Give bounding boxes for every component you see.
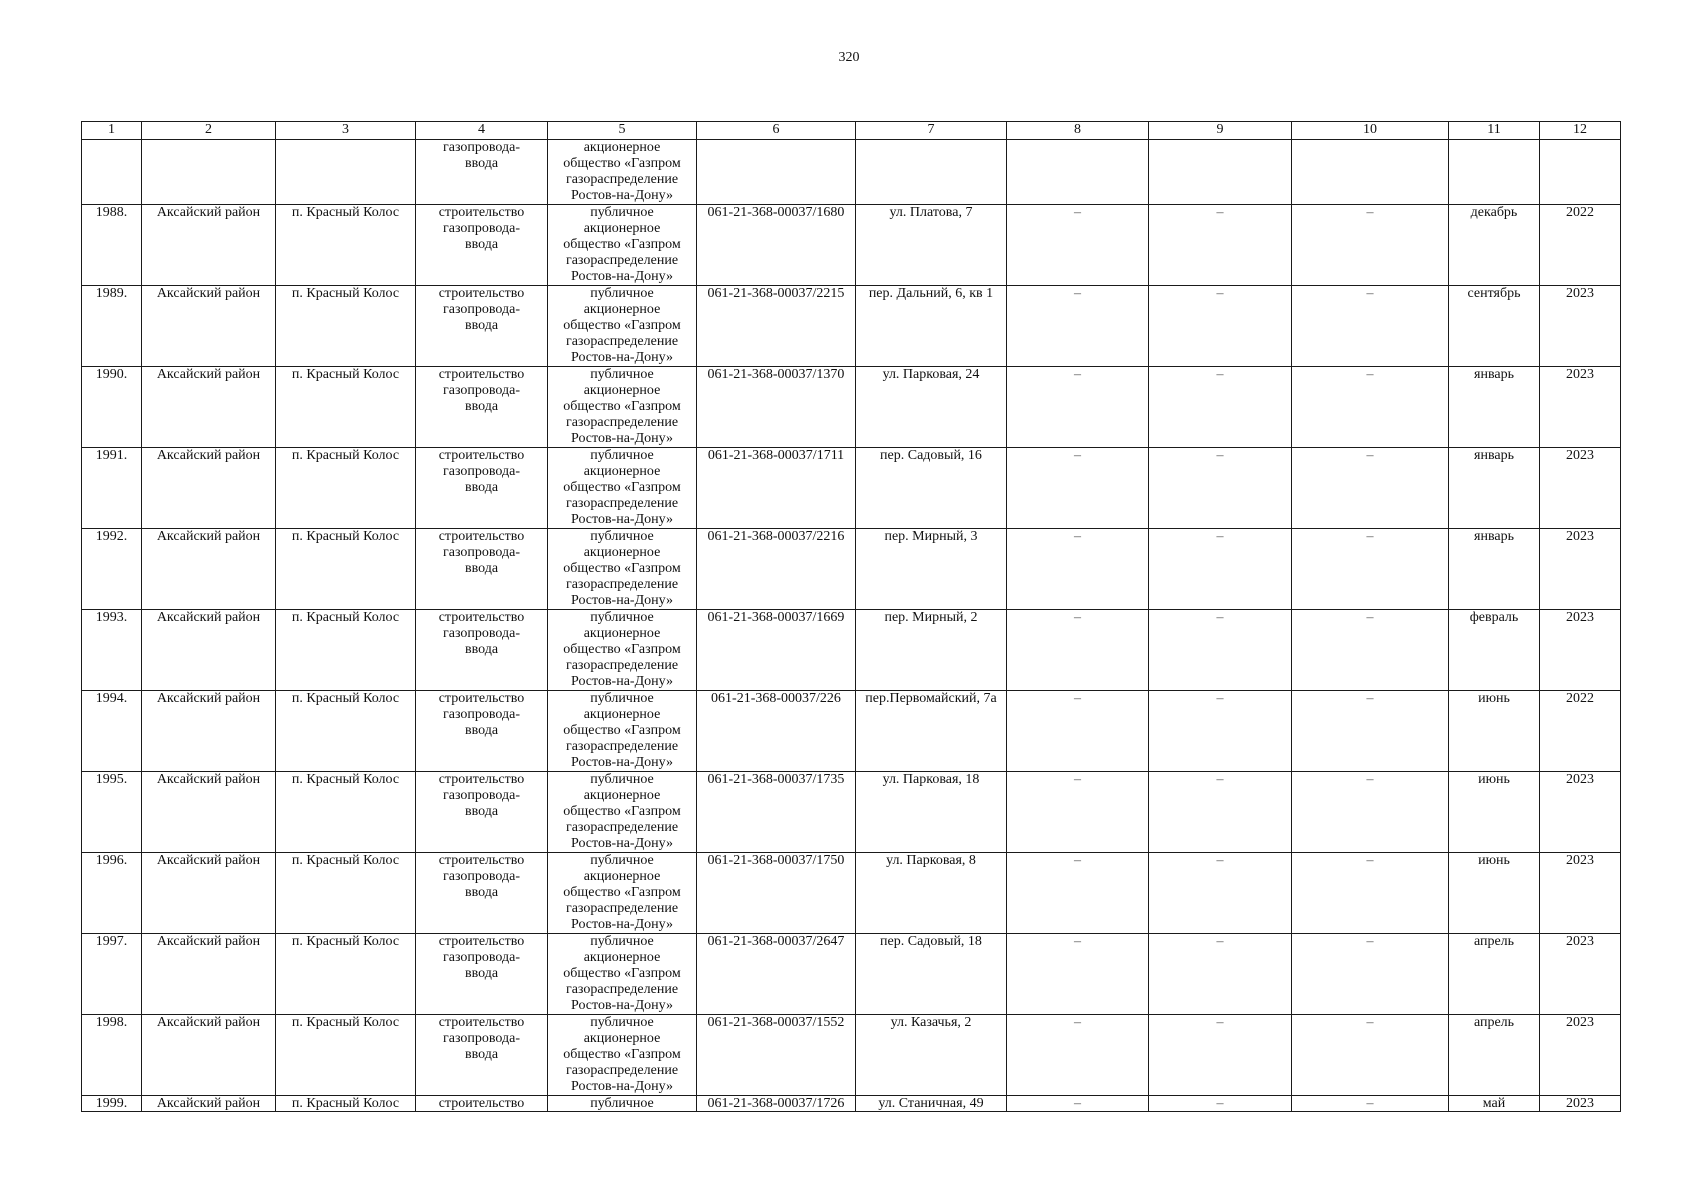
- work-line: ввода: [464, 642, 499, 657]
- organization-line: публичное: [590, 529, 654, 544]
- cell-address: пер.Первомайский, 7а: [856, 691, 1007, 772]
- work-line: ввода: [464, 966, 499, 981]
- cell-address: [856, 140, 1007, 205]
- cell-col8: –: [1007, 529, 1149, 610]
- table-row: [82, 529, 1621, 610]
- cell-col8: –: [1007, 448, 1149, 529]
- cell-col8: –: [1007, 205, 1149, 286]
- cell-num: 1999.: [82, 1096, 142, 1112]
- cell-locality: п. Красный Колос: [276, 529, 416, 610]
- table-header: [82, 122, 1621, 140]
- organization-line: публичное: [590, 1015, 654, 1030]
- cell-col8: –: [1007, 1096, 1149, 1112]
- cell-code: 061-21-368-00037/226: [697, 691, 856, 772]
- cell-year: 2023: [1540, 610, 1621, 691]
- table-row: [82, 610, 1621, 691]
- cell-col10: –: [1292, 448, 1449, 529]
- cell-locality: п. Красный Колос: [276, 691, 416, 772]
- organization-line: публичное: [590, 286, 654, 301]
- table-row: [82, 853, 1621, 934]
- cell-address: пер. Мирный, 2: [856, 610, 1007, 691]
- cell-col10: –: [1292, 1015, 1449, 1096]
- cell-organization: [548, 140, 697, 205]
- organization-line: газораспределение: [565, 253, 679, 268]
- work-line: газопровода-: [442, 626, 520, 641]
- column-header: 3: [276, 122, 416, 140]
- cell-col8: [1007, 140, 1149, 205]
- work-line: строительство: [438, 448, 525, 463]
- cell-organization: [548, 367, 697, 448]
- cell-work: строительство: [416, 1096, 548, 1112]
- registry-table: [81, 121, 1621, 1112]
- cell-col8: –: [1007, 367, 1149, 448]
- cell-month: июнь: [1449, 691, 1540, 772]
- cell-district: Аксайский район: [142, 610, 276, 691]
- organization-line: акционерное: [583, 707, 661, 722]
- cell-col10: –: [1292, 1096, 1449, 1112]
- cell-district: [142, 140, 276, 205]
- cell-col9: –: [1149, 205, 1292, 286]
- cell-num: 1995.: [82, 772, 142, 853]
- organization-line: Ростов-на-Дону»: [571, 350, 673, 365]
- cell-year: 2022: [1540, 691, 1621, 772]
- cell-work: [416, 853, 548, 934]
- organization-line: Ростов-на-Дону»: [571, 998, 673, 1013]
- cell-col9: –: [1149, 691, 1292, 772]
- cell-work: [416, 934, 548, 1015]
- organization-line: газораспределение: [565, 415, 679, 430]
- work-line: газопровода-: [442, 221, 520, 236]
- cell-col8: –: [1007, 1015, 1149, 1096]
- cell-num: 1991.: [82, 448, 142, 529]
- cell-address: пер. Мирный, 3: [856, 529, 1007, 610]
- organization-line: публичное: [590, 853, 654, 868]
- work-line: строительство: [438, 1015, 525, 1030]
- cell-col9: –: [1149, 286, 1292, 367]
- cell-col9: –: [1149, 367, 1292, 448]
- cell-code: 061-21-368-00037/2216: [697, 529, 856, 610]
- work-line: строительство: [438, 529, 525, 544]
- work-line: строительство: [438, 286, 525, 301]
- cell-year: 2023: [1540, 448, 1621, 529]
- cell-address: пер. Дальний, 6, кв 1: [856, 286, 1007, 367]
- cell-code: 061-21-368-00037/1711: [697, 448, 856, 529]
- organization-line: общество «Газпром: [563, 237, 681, 252]
- cell-address: ул. Парковая, 18: [856, 772, 1007, 853]
- organization-line: газораспределение: [565, 901, 679, 916]
- cell-col9: –: [1149, 1096, 1292, 1112]
- cell-district: Аксайский район: [142, 286, 276, 367]
- cell-work: [416, 367, 548, 448]
- work-line: строительство: [438, 691, 525, 706]
- cell-locality: п. Красный Колос: [276, 367, 416, 448]
- organization-line: общество «Газпром: [563, 804, 681, 819]
- organization-line: публичное: [590, 610, 654, 625]
- organization-line: акционерное: [583, 869, 661, 884]
- column-header: 11: [1449, 122, 1540, 140]
- cell-organization: [548, 1015, 697, 1096]
- organization-line: общество «Газпром: [563, 156, 681, 171]
- cell-code: 061-21-368-00037/1669: [697, 610, 856, 691]
- organization-line: акционерное: [583, 221, 661, 236]
- cell-year: 2023: [1540, 286, 1621, 367]
- cell-month: январь: [1449, 367, 1540, 448]
- cell-address: ул. Казачья, 2: [856, 1015, 1007, 1096]
- work-line: газопровода-: [442, 950, 520, 965]
- table-row-last: [82, 1096, 1621, 1112]
- cell-col10: –: [1292, 772, 1449, 853]
- cell-num: 1996.: [82, 853, 142, 934]
- cell-col9: –: [1149, 934, 1292, 1015]
- work-line: ввода: [464, 561, 499, 576]
- organization-line: Ростов-на-Дону»: [571, 431, 673, 446]
- organization-line: Ростов-на-Дону»: [571, 1079, 673, 1094]
- cell-address: пер. Садовый, 18: [856, 934, 1007, 1015]
- cell-organization: [548, 448, 697, 529]
- organization-line: общество «Газпром: [563, 399, 681, 414]
- organization-line: акционерное: [583, 1031, 661, 1046]
- cell-district: Аксайский район: [142, 691, 276, 772]
- work-line: газопровода-: [442, 869, 520, 884]
- cell-code: 061-21-368-00037/1750: [697, 853, 856, 934]
- work-line: строительство: [438, 934, 525, 949]
- organization-line: общество «Газпром: [563, 561, 681, 576]
- work-line: ввода: [464, 804, 499, 819]
- cell-month: май: [1449, 1096, 1540, 1112]
- cell-locality: п. Красный Колос: [276, 1096, 416, 1112]
- table-row: [82, 1015, 1621, 1096]
- cell-address: ул. Парковая, 24: [856, 367, 1007, 448]
- organization-line: Ростов-на-Дону»: [571, 674, 673, 689]
- cell-district: Аксайский район: [142, 529, 276, 610]
- cell-code: 061-21-368-00037/1735: [697, 772, 856, 853]
- organization-line: общество «Газпром: [563, 966, 681, 981]
- cell-work: [416, 691, 548, 772]
- cell-col9: [1149, 140, 1292, 205]
- column-header: 6: [697, 122, 856, 140]
- work-line: газопровода-: [442, 464, 520, 479]
- cell-num: 1992.: [82, 529, 142, 610]
- work-line: строительство: [438, 610, 525, 625]
- cell-district: Аксайский район: [142, 934, 276, 1015]
- cell-work: [416, 1015, 548, 1096]
- work-line: газопровода-: [442, 707, 520, 722]
- cell-month: апрель: [1449, 934, 1540, 1015]
- work-line: ввода: [464, 1047, 499, 1062]
- cell-code: 061-21-368-00037/2215: [697, 286, 856, 367]
- column-header: 2: [142, 122, 276, 140]
- cell-col10: –: [1292, 853, 1449, 934]
- organization-line: акционерное: [583, 383, 661, 398]
- cell-col8: –: [1007, 286, 1149, 367]
- cell-locality: [276, 140, 416, 205]
- organization-line: публичное: [590, 367, 654, 382]
- cell-address: пер. Садовый, 16: [856, 448, 1007, 529]
- cell-work: [416, 529, 548, 610]
- organization-line: публичное: [590, 448, 654, 463]
- table-row: [82, 286, 1621, 367]
- cell-col9: –: [1149, 1015, 1292, 1096]
- organization-line: акционерное: [583, 545, 661, 560]
- work-line: строительство: [438, 853, 525, 868]
- cell-month: [1449, 140, 1540, 205]
- cell-code: 061-21-368-00037/1680: [697, 205, 856, 286]
- cell-district: Аксайский район: [142, 772, 276, 853]
- cell-year: 2023: [1540, 367, 1621, 448]
- cell-work: [416, 286, 548, 367]
- organization-line: Ростов-на-Дону»: [571, 512, 673, 527]
- cell-col9: –: [1149, 448, 1292, 529]
- cell-code: 061-21-368-00037/1726: [697, 1096, 856, 1112]
- cell-year: 2023: [1540, 1015, 1621, 1096]
- organization-line: общество «Газпром: [563, 885, 681, 900]
- table-row: [82, 205, 1621, 286]
- organization-line: акционерное: [583, 302, 661, 317]
- cell-organization: [548, 286, 697, 367]
- cell-locality: п. Красный Колос: [276, 934, 416, 1015]
- cell-col10: –: [1292, 934, 1449, 1015]
- organization-line: акционерное: [583, 626, 661, 641]
- cell-col9: –: [1149, 529, 1292, 610]
- cell-month: июнь: [1449, 853, 1540, 934]
- column-header: 1: [82, 122, 142, 140]
- cell-year: 2023: [1540, 934, 1621, 1015]
- cell-organization: [548, 529, 697, 610]
- continuation-row: [82, 140, 1621, 205]
- work-line: газопровода-: [442, 788, 520, 803]
- organization-line: газораспределение: [565, 334, 679, 349]
- cell-work: [416, 448, 548, 529]
- cell-year: 2022: [1540, 205, 1621, 286]
- organization-line: акционерное: [583, 464, 661, 479]
- cell-col10: –: [1292, 205, 1449, 286]
- table-body-last: [82, 1096, 1621, 1112]
- table-row: [82, 448, 1621, 529]
- cell-work: [416, 140, 548, 205]
- cell-district: Аксайский район: [142, 205, 276, 286]
- work-line: газопровода-: [442, 383, 520, 398]
- cell-month: апрель: [1449, 1015, 1540, 1096]
- organization-line: Ростов-на-Дону»: [571, 755, 673, 770]
- cell-organization: [548, 934, 697, 1015]
- cell-year: 2023: [1540, 772, 1621, 853]
- organization-line: газораспределение: [565, 496, 679, 511]
- cell-col8: –: [1007, 772, 1149, 853]
- work-line: строительство: [438, 205, 525, 220]
- cell-month: январь: [1449, 448, 1540, 529]
- cell-col8: –: [1007, 934, 1149, 1015]
- organization-line: публичное: [590, 691, 654, 706]
- organization-line: газораспределение: [565, 1063, 679, 1078]
- organization-line: газораспределение: [565, 820, 679, 835]
- table-row: [82, 367, 1621, 448]
- cell-num: 1998.: [82, 1015, 142, 1096]
- work-line: ввода: [464, 480, 499, 495]
- organization-line: акционерное: [583, 788, 661, 803]
- cell-locality: п. Красный Колос: [276, 853, 416, 934]
- cell-num: [82, 140, 142, 205]
- cell-code: 061-21-368-00037/2647: [697, 934, 856, 1015]
- cell-locality: п. Красный Колос: [276, 1015, 416, 1096]
- cell-col9: –: [1149, 853, 1292, 934]
- work-line: ввода: [464, 156, 499, 171]
- organization-line: Ростов-на-Дону»: [571, 188, 673, 203]
- cell-year: 2023: [1540, 529, 1621, 610]
- cell-col10: –: [1292, 367, 1449, 448]
- cell-locality: п. Красный Колос: [276, 610, 416, 691]
- column-header: 4: [416, 122, 548, 140]
- cell-col10: –: [1292, 286, 1449, 367]
- work-line: ввода: [464, 399, 499, 414]
- cell-organization: [548, 691, 697, 772]
- table-row: [82, 691, 1621, 772]
- cell-col9: –: [1149, 610, 1292, 691]
- organization-line: акционерное: [583, 950, 661, 965]
- cell-num: 1993.: [82, 610, 142, 691]
- work-line: ввода: [464, 885, 499, 900]
- cell-num: 1990.: [82, 367, 142, 448]
- work-line: газопровода-: [442, 545, 520, 560]
- cell-district: Аксайский район: [142, 1015, 276, 1096]
- work-line: строительство: [438, 367, 525, 382]
- column-header: 9: [1149, 122, 1292, 140]
- work-line: газопровода-: [442, 1031, 520, 1046]
- organization-line: газораспределение: [565, 172, 679, 187]
- cell-month: февраль: [1449, 610, 1540, 691]
- cell-col10: [1292, 140, 1449, 205]
- cell-locality: п. Красный Колос: [276, 448, 416, 529]
- cell-work: [416, 205, 548, 286]
- work-line: ввода: [464, 723, 499, 738]
- table-row: [82, 934, 1621, 1015]
- cell-num: 1997.: [82, 934, 142, 1015]
- cell-work: [416, 610, 548, 691]
- organization-line: публичное: [590, 772, 654, 787]
- organization-line: общество «Газпром: [563, 318, 681, 333]
- organization-line: общество «Газпром: [563, 480, 681, 495]
- organization-line: публичное: [590, 205, 654, 220]
- organization-line: Ростов-на-Дону»: [571, 269, 673, 284]
- cell-code: 061-21-368-00037/1552: [697, 1015, 856, 1096]
- cell-year: 2023: [1540, 853, 1621, 934]
- organization-line: Ростов-на-Дону»: [571, 593, 673, 608]
- organization-line: газораспределение: [565, 577, 679, 592]
- cell-col10: –: [1292, 610, 1449, 691]
- cell-col10: –: [1292, 529, 1449, 610]
- cell-district: Аксайский район: [142, 448, 276, 529]
- column-header: 8: [1007, 122, 1149, 140]
- table-row: [82, 772, 1621, 853]
- cell-locality: п. Красный Колос: [276, 205, 416, 286]
- column-header: 12: [1540, 122, 1621, 140]
- column-header: 10: [1292, 122, 1449, 140]
- cell-col10: –: [1292, 691, 1449, 772]
- cell-organization: [548, 610, 697, 691]
- work-line: ввода: [464, 318, 499, 333]
- cell-locality: п. Красный Колос: [276, 286, 416, 367]
- cell-col9: –: [1149, 772, 1292, 853]
- organization-line: общество «Газпром: [563, 723, 681, 738]
- cell-num: 1994.: [82, 691, 142, 772]
- cell-code: [697, 140, 856, 205]
- cell-work: [416, 772, 548, 853]
- column-numbers-row: [82, 122, 1621, 140]
- cell-month: июнь: [1449, 772, 1540, 853]
- cell-organization: [548, 205, 697, 286]
- work-line: газопровода-: [442, 140, 520, 155]
- organization-line: публичное: [590, 934, 654, 949]
- cell-month: январь: [1449, 529, 1540, 610]
- cell-month: декабрь: [1449, 205, 1540, 286]
- organization-line: газораспределение: [565, 982, 679, 997]
- organization-line: Ростов-на-Дону»: [571, 917, 673, 932]
- cell-year: 2023: [1540, 1096, 1621, 1112]
- cell-num: 1989.: [82, 286, 142, 367]
- cell-organization: публичное: [548, 1096, 697, 1112]
- cell-locality: п. Красный Колос: [276, 772, 416, 853]
- cell-num: 1988.: [82, 205, 142, 286]
- page-number: 320: [838, 50, 860, 65]
- cell-address: ул. Станичная, 49: [856, 1096, 1007, 1112]
- cell-col8: –: [1007, 610, 1149, 691]
- cell-district: Аксайский район: [142, 367, 276, 448]
- column-header: 5: [548, 122, 697, 140]
- cell-code: 061-21-368-00037/1370: [697, 367, 856, 448]
- cell-col8: –: [1007, 853, 1149, 934]
- organization-line: газораспределение: [565, 658, 679, 673]
- organization-line: общество «Газпром: [563, 642, 681, 657]
- organization-line: общество «Газпром: [563, 1047, 681, 1062]
- cell-col8: –: [1007, 691, 1149, 772]
- cell-organization: [548, 853, 697, 934]
- work-line: газопровода-: [442, 302, 520, 317]
- organization-line: акционерное: [583, 140, 661, 155]
- cell-address: ул. Парковая, 8: [856, 853, 1007, 934]
- table-body: [82, 140, 1621, 1096]
- work-line: строительство: [438, 772, 525, 787]
- organization-line: газораспределение: [565, 739, 679, 754]
- work-line: ввода: [464, 237, 499, 252]
- organization-line: Ростов-на-Дону»: [571, 836, 673, 851]
- cell-month: сентябрь: [1449, 286, 1540, 367]
- cell-district: Аксайский район: [142, 853, 276, 934]
- cell-address: ул. Платова, 7: [856, 205, 1007, 286]
- cell-organization: [548, 772, 697, 853]
- column-header: 7: [856, 122, 1007, 140]
- cell-district: Аксайский район: [142, 1096, 276, 1112]
- cell-year: [1540, 140, 1621, 205]
